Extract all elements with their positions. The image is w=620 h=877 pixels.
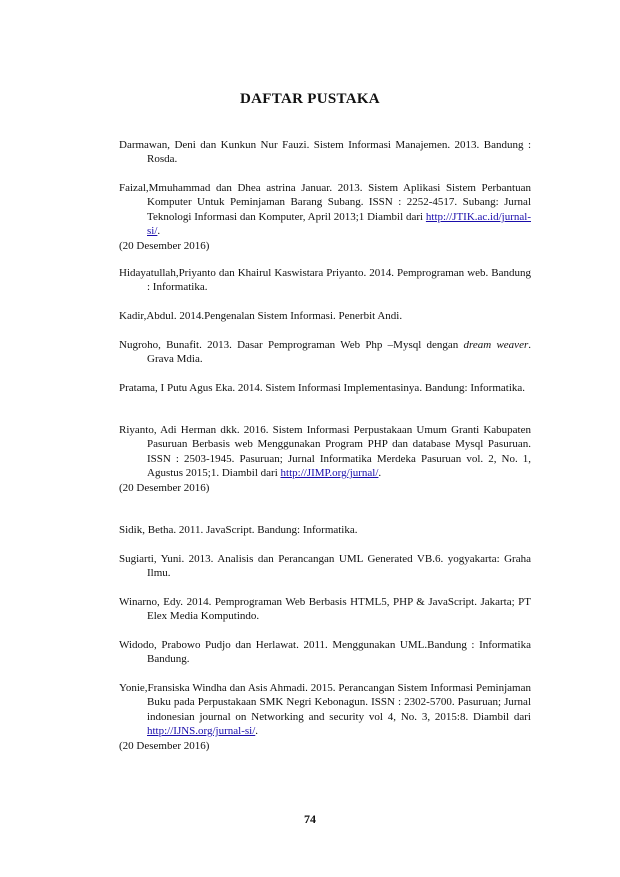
reference-entry xyxy=(119,423,531,495)
reference-text-after: . xyxy=(157,225,161,238)
reference-text: Riyanto, Adi Herman dkk. 2016. Sistem Informasi Perpustakaan Umum Granti Kabupaten Pasuruan Berbasis web Menggunakan Program PHP dan database Mysql Pasuruan. ISSN : 2503-1945. Pasuruan; Jurnal Informatika Merdeka Pasuruan vol. 2, No. 1, Agustus 2015;1. Diambil dari xyxy=(119,424,531,480)
reference-text-after: . Grava Mdia. xyxy=(147,339,531,366)
reference-text: Kadir,Abdul. 2014.Pengenalan Sistem Informasi. Penerbit Andi. xyxy=(119,310,403,322)
reference-link[interactable]: http://JTIK.ac.id/jurnal-si/ xyxy=(147,210,531,238)
reference-entry xyxy=(119,681,531,753)
reference-text: Widodo, Prabowo Pudjo dan Herlawat. 2011. Menggunakan UML.Bandung : Informatika Bandung. xyxy=(119,639,531,666)
reference-entry xyxy=(119,309,402,323)
reference-text-after: . xyxy=(378,467,382,480)
reference-text: Faizal,Mmuhammad dan Dhea astrina Januar. 2013. Sistem Aplikasi Sistem Perbantuan Komputer Untuk Peminjaman Barang Subang. ISSN : 2252-4517. Subang: Jurnal Teknologi Informasi dan Komputer, April 2013;1 Diambil dari xyxy=(119,182,531,223)
reference-entry xyxy=(119,595,531,624)
reference-entry xyxy=(119,638,531,667)
reference-entry xyxy=(119,381,525,395)
page-number: 74 xyxy=(304,812,316,826)
reference-entry xyxy=(119,181,531,253)
reference-text: Pratama, I Putu Agus Eka. 2014. Sistem Informasi Implementasinya. Bandung: Informatika. xyxy=(119,382,526,394)
reference-entry xyxy=(119,138,531,167)
reference-text: Sidik, Betha. 2011. JavaScript. Bandung: Informatika. xyxy=(119,524,358,536)
reference-link[interactable]: http://IJNS.org/jurnal-si/ xyxy=(147,725,256,738)
reference-entry xyxy=(119,338,531,367)
page-title: DAFTAR PUSTAKA xyxy=(240,91,380,107)
reference-italic: dream weaver xyxy=(463,339,529,351)
reference-text: Yonie,Fransiska Windha dan Asis Ahmadi. 2015. Perancangan Sistem Informasi Peminjaman Buku pada Perpustakaan SMK Negri Kebonagun. ISSN : 2302-5700. Pasuruan; Jurnal indonesian journal on Networking and security vol 4, No. 3, 2015:8. Diambil dari xyxy=(119,682,531,723)
reference-link[interactable]: http://JIMP.org/jurnal/ xyxy=(280,467,379,480)
reference-entry xyxy=(119,523,358,537)
reference-text: Darmawan, Deni dan Kunkun Nur Fauzi. Sistem Informasi Manajemen. 2013. Bandung : Rosda. xyxy=(119,139,531,166)
reference-text: Hidayatullah,Priyanto dan Khairul Kaswistara Priyanto. 2014. Pemprograman web. Bandung : Informatika. xyxy=(119,267,531,294)
reference-text: Sugiarti, Yuni. 2013. Analisis dan Perancangan UML Generated VB.6. yogyakarta: Graha Ilmu. xyxy=(119,553,531,580)
reference-entry xyxy=(119,552,531,581)
reference-entry xyxy=(119,266,531,295)
reference-text: Winarno, Edy. 2014. Pemprograman Web Berbasis HTML5, PHP & JavaScript. Jakarta; PT Elex Media Komputindo. xyxy=(119,596,531,623)
reference-access-date: (20 Desember 2016) xyxy=(119,739,210,752)
reference-text-after: . xyxy=(255,725,259,738)
reference-text: Nugroho, Bunafit. 2013. Dasar Pemprograman Web Php –Mysql dengan xyxy=(119,339,464,351)
reference-access-date: (20 Desember 2016) xyxy=(119,239,210,252)
reference-access-date: (20 Desember 2016) xyxy=(119,481,210,494)
